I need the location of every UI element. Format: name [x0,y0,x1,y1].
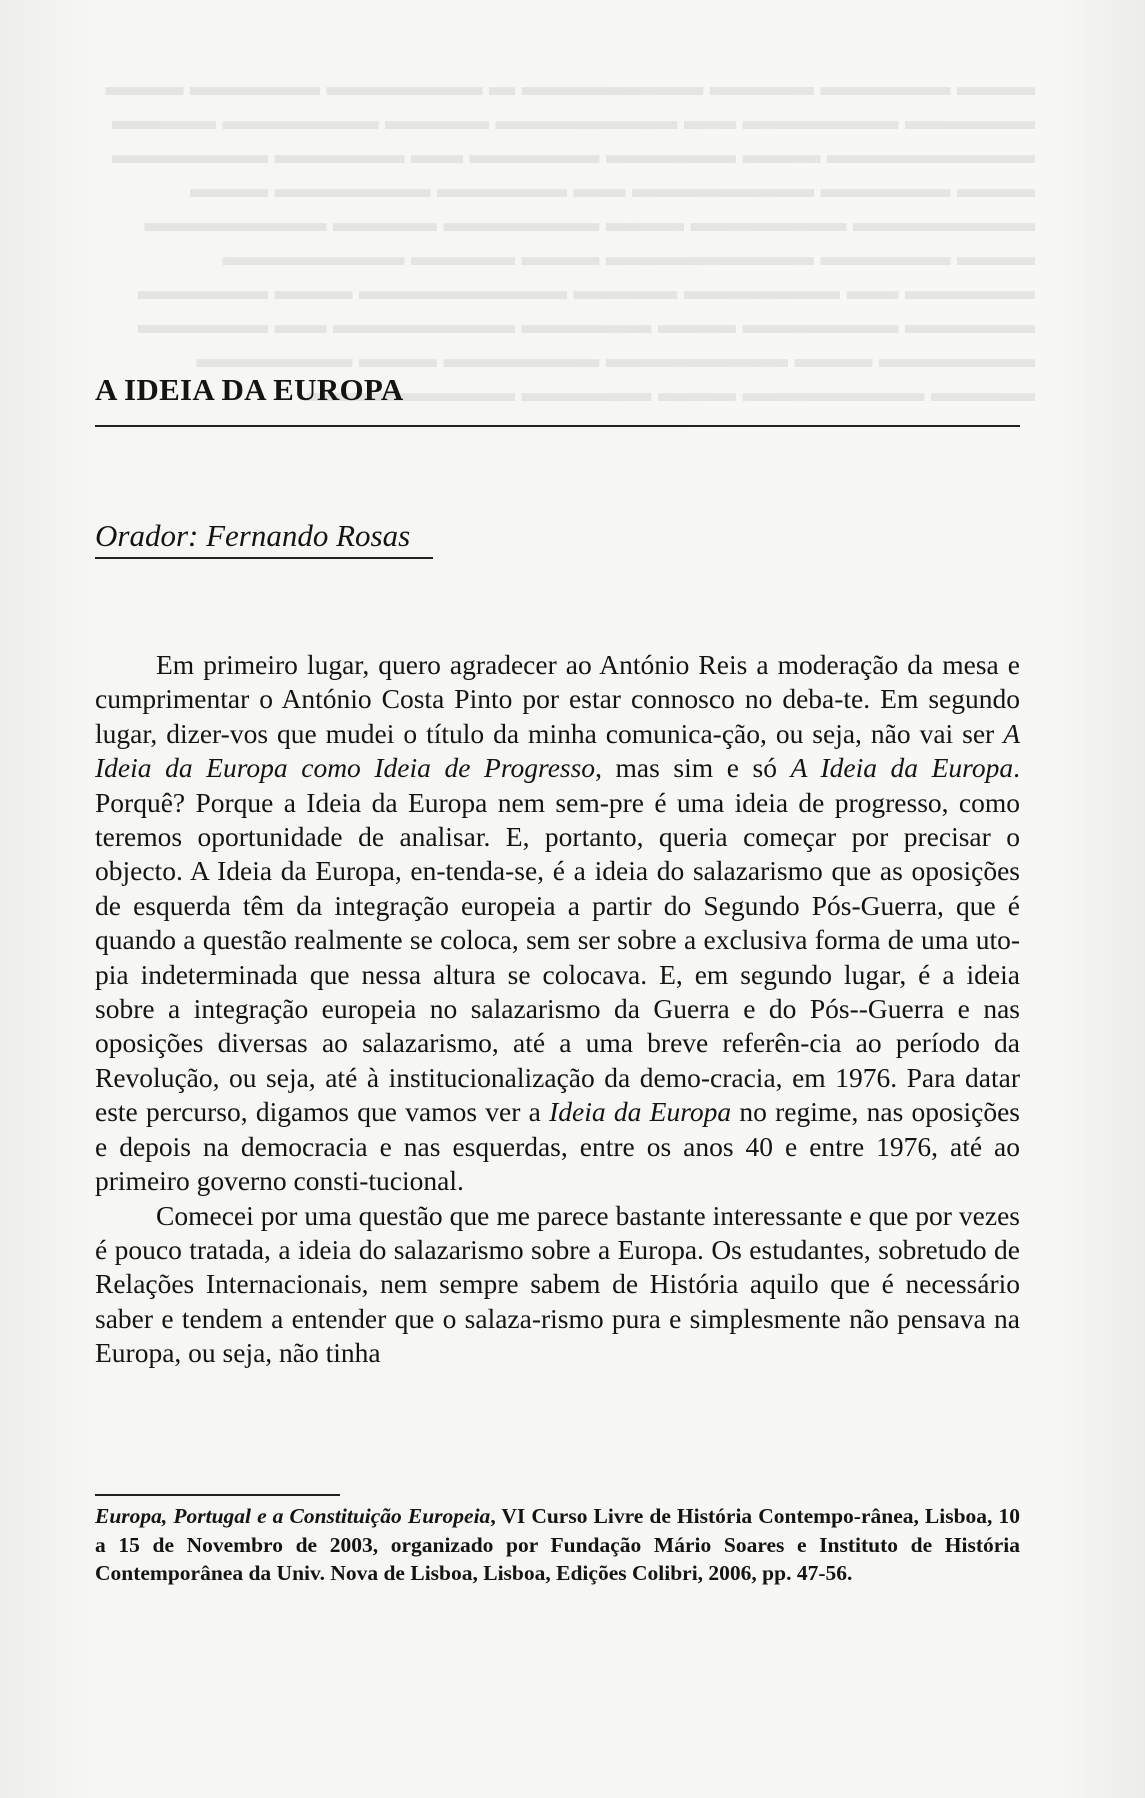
paragraph-2: Comecei por uma questão que me parece bastante interessante e que por vezes é pouco tratada, a ideia do salazarismo sobre a Europa. Os estudantes, sobretudo de Relações Internacionais, nem sempre sabem de História aquilo que é necessário saber e tendem a entender que o salaza-rismo pura e simplesmente não pensava na Europa, ou seja, não tinha [95,1199,1020,1369]
speaker-line: Orador: Fernando Rosas [95,518,411,553]
footnote-book-title: Europa, Portugal e a Constituição Europeia [95,1504,491,1528]
speaker-rule [95,557,433,559]
italic-term: Ideia da Europa [549,1096,732,1128]
footnote [95,1502,1020,1588]
p1-text-d: no regime, nas oposições e depois na democracia e nas esquerdas, entre os anos 40 e entre 1976, até ao primeiro governo consti-tucional. [95,1096,1020,1197]
bleed-through-texture: ▬▬▬ ▬▬▬▬▬ ▬▬▬▬ ▬▬▬▬▬▬▬ ▬ ▬▬▬▬▬▬ ▬▬▬▬▬ ▬▬▬ ▬▬▬▬▬ ▬▬▬▬▬▬ ▬▬ ▬▬▬▬▬▬▬ ▬▬▬▬ ▬▬▬▬▬▬ ▬▬▬▬ ▬▬▬▬▬▬▬▬ ▬▬▬ ▬▬▬▬▬ ▬▬▬▬▬ ▬▬ ▬▬▬▬▬ ▬▬▬▬▬▬ ▬▬▬ ▬▬▬▬▬ ▬▬▬▬▬▬▬ ▬▬ ▬▬▬▬▬ ▬▬▬▬▬▬ ▬▬▬ ▬▬▬▬▬▬▬ ▬▬▬▬▬▬ ▬▬▬ ▬▬▬▬▬▬ ▬▬▬▬ ▬▬▬▬▬▬▬ ▬▬▬ ▬▬▬▬▬ ▬▬▬▬▬▬▬▬ ▬▬▬ ▬▬▬▬ ▬▬▬▬▬▬▬ ▬▬▬▬▬ ▬▬ ▬▬▬▬▬▬ ▬▬▬▬ ▬▬▬▬▬▬▬▬ ▬▬▬ ▬▬▬▬▬ ▬▬▬▬▬ ▬▬▬▬▬▬ ▬▬▬ ▬▬▬▬▬ ▬▬▬▬▬▬▬ ▬▬ ▬▬▬▬▬ ▬▬▬▬▬▬ ▬▬▬ ▬▬▬▬▬▬▬ ▬▬▬▬▬▬ ▬▬▬ ▬▬▬▬▬▬ ▬▬▬▬ ▬▬▬▬▬▬▬ ▬▬▬ ▬▬▬▬▬ ▬▬▬▬▬▬▬▬ [105,72,1035,407]
article-body [95,648,1020,1371]
old-talk-title: A Ideia da Europa como Ideia de Progresso [95,717,1020,784]
article-title: A IDEIA DA EUROPA [95,372,404,407]
paragraph-1 [95,648,1020,1199]
p1-text-c: . Porquê? Porque a Ideia da Europa nem sem-pre é uma ideia de progresso, como teremos oportunidade de analisar. E, portanto, queria começar por precisar o objecto. A Ideia da Europa, en-tenda-se, é a ideia do salazarismo que as oposições de esquerda têm da integração europeia a partir do Segundo Pós-Guerra, que é quando a questão realmente se coloca, sem ser sobre a exclusiva forma de uma uto-pia indeterminada que nessa altura se colocava. E, em segundo lugar, é a ideia sobre a integração europeia no salazarismo da Guerra e do Pós--Guerra e nas oposições diversas ao salazarismo, até a uma breve referên-cia ao período da Revolução, ou seja, até à institucionalização da demo-cracia, em 1976. Para datar este percurso, digamos que vamos ver a [95,752,1020,1128]
footnote-text: , VI Curso Livre de História Contempo-rânea, Lisboa, 10 a 15 de Novembro de 2003, organizado por Fundação Mário Soares e Instituto de História Contemporânea da Univ. Nova de Lisboa, Lisboa, Edições Colibri, 2006, pp. 47-56. [95,1504,1020,1585]
footnote-rule [95,1494,340,1496]
p1-text-a: Em primeiro lugar, quero agradecer ao António Reis a moderação da mesa e cumprimentar o António Costa Pinto por estar connosco no deba-te. Em segundo lugar, dizer-vos que mudei o título da minha comunica-ção, ou seja, não vai ser [95,649,1020,749]
p1-text-b: , mas sim e só [595,752,791,784]
title-rule [95,425,1020,427]
new-talk-title: A Ideia da Europa [790,752,1014,784]
